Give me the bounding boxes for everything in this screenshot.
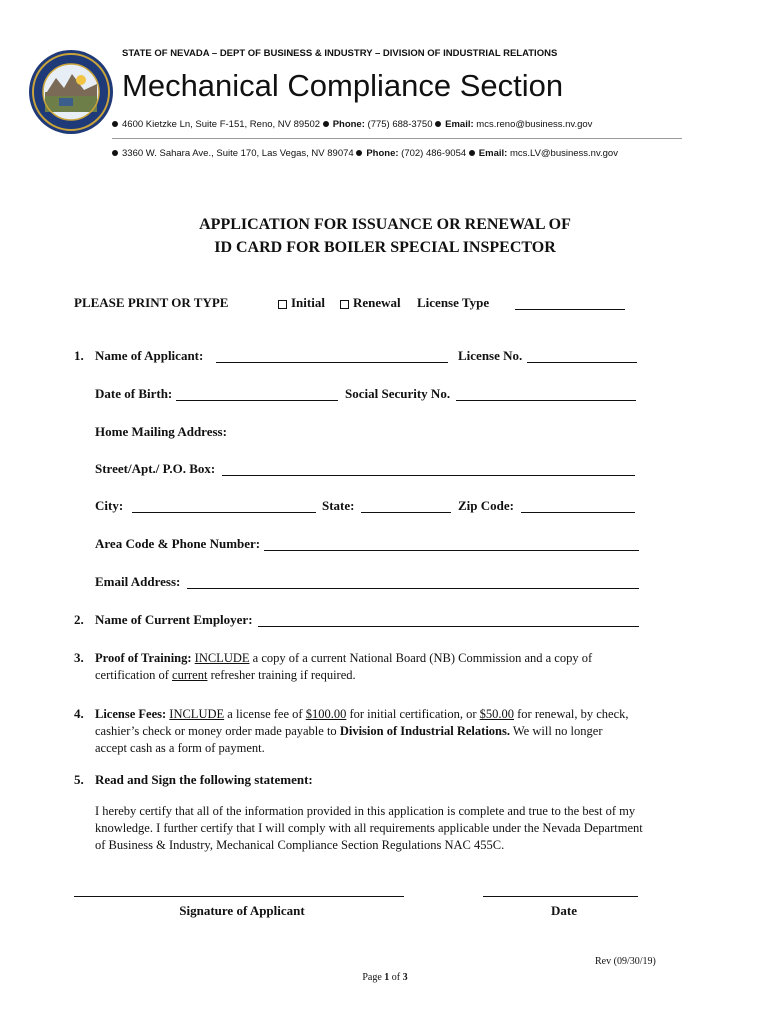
item-4-number: 4.	[74, 706, 84, 721]
initial-option[interactable]	[278, 295, 325, 311]
name-field[interactable]	[216, 350, 448, 363]
lv-email[interactable]: mcs.LV@business.nv.gov	[509, 148, 618, 159]
license-no-field[interactable]	[527, 350, 637, 363]
signature-label: Signature of Applicant	[179, 903, 305, 918]
state-field[interactable]	[361, 500, 451, 513]
statement-label: Read and Sign the following statement:	[95, 772, 313, 787]
zip-label: Zip Code:	[458, 498, 514, 513]
lv-email-label: Email:	[478, 148, 508, 159]
lv-phone-label: Phone:	[366, 148, 399, 159]
reno-phone-label: Phone:	[332, 119, 365, 130]
lv-address: 3360 W. Sahara Ave., Suite 170, Las Vegas, NV 89074	[122, 148, 354, 159]
fees-text-1a: a license fee of	[224, 707, 306, 721]
training-text-1: a copy of a current National Board (NB) Commission and a copy of	[249, 651, 593, 665]
street-label: Street/Apt./ P.O. Box:	[95, 461, 216, 476]
bullet-icon	[112, 121, 118, 127]
fees-label: License Fees:	[95, 707, 167, 721]
page-number	[0, 972, 770, 983]
page-total: 3	[402, 972, 408, 983]
employer-field[interactable]	[258, 614, 639, 627]
training-include: INCLUDE	[194, 651, 250, 665]
lv-phone: (702) 486-9054	[401, 148, 467, 159]
checkbox-icon[interactable]	[278, 300, 287, 309]
statement-line-2: knowledge. I further certify that I will comply with all requirements applicable under the Nevada Department	[95, 821, 643, 835]
bullet-icon	[323, 121, 329, 127]
fees-text-3: accept cash as a form of payment.	[95, 741, 265, 755]
signature-field[interactable]	[74, 888, 404, 897]
fee-renewal: $50.00	[479, 707, 514, 721]
fees-text-2a: cashier’s check or money order made payable to	[95, 724, 340, 738]
dob-field[interactable]	[176, 388, 338, 401]
bullet-icon	[469, 150, 475, 156]
reno-phone: (775) 688-3750	[367, 119, 433, 130]
phone-field[interactable]	[264, 538, 639, 551]
fees-text-2b: We will no longer	[509, 724, 603, 738]
initial-label: Initial	[291, 295, 325, 310]
statement-line-1: I hereby certify that all of the information provided in this application is complete and true to the best of my	[95, 804, 636, 818]
header-divider	[112, 138, 682, 139]
reno-email-label: Email:	[445, 119, 474, 130]
license-no-label: License No.	[458, 348, 523, 363]
training-label: Proof of Training:	[95, 651, 192, 665]
city-field[interactable]	[132, 500, 316, 513]
zip-field[interactable]	[521, 500, 635, 513]
certification-statement	[95, 803, 643, 854]
statement-line-3: of Business & Industry, Mechanical Compliance Section Regulations NAC 455C.	[95, 838, 505, 852]
training-paragraph	[95, 650, 592, 684]
form-title-line1: APPLICATION FOR ISSUANCE OR RENEWAL OF	[199, 216, 571, 233]
training-text-2b: refresher training if required.	[207, 668, 356, 682]
fee-initial: $100.00	[305, 707, 347, 721]
employer-label: Name of Current Employer:	[95, 612, 253, 627]
date-label: Date	[551, 903, 577, 918]
item-2-number: 2.	[74, 612, 84, 627]
home-address-label: Home Mailing Address:	[95, 424, 227, 439]
state-label: State:	[322, 498, 355, 513]
page-current: 1	[384, 972, 390, 983]
checkbox-icon[interactable]	[340, 300, 349, 309]
license-type-label: License Type	[417, 295, 490, 310]
fees-include: INCLUDE	[169, 707, 225, 721]
department-heading: STATE OF NEVADA – DEPT OF BUSINESS & INDUSTRY – DIVISION OF INDUSTRIAL RELATIONS	[122, 48, 558, 59]
reno-address: 4600 Kietzke Ln, Suite F-151, Reno, NV 89502	[122, 119, 321, 130]
fees-text-1b: for initial certification, or	[346, 707, 480, 721]
city-label: City:	[95, 498, 124, 513]
training-text-2a: certification of	[95, 668, 173, 682]
date-field[interactable]	[483, 888, 638, 897]
print-instruction: PLEASE PRINT OR TYPE	[74, 295, 229, 310]
email-label: Email Address:	[95, 574, 181, 589]
revision-date: Rev (09/30/19)	[595, 956, 656, 967]
bullet-icon	[112, 150, 118, 156]
reno-office-line	[112, 119, 592, 130]
name-label: Name of Applicant:	[95, 348, 204, 363]
reno-email[interactable]: mcs.reno@business.nv.gov	[476, 119, 593, 130]
fees-payee: Division of Industrial Relations.	[339, 724, 510, 738]
street-field[interactable]	[222, 463, 635, 476]
fees-text-1c: for renewal, by check,	[514, 707, 629, 721]
section-title: Mechanical Compliance Section	[122, 68, 564, 103]
item-3-number: 3.	[74, 650, 84, 665]
item-1-number: 1.	[74, 348, 84, 363]
las-vegas-office-line	[112, 148, 618, 159]
ssn-field[interactable]	[456, 388, 636, 401]
training-current: current	[172, 668, 208, 682]
form-title-line2: ID CARD FOR BOILER SPECIAL INSPECTOR	[214, 239, 556, 256]
dob-label: Date of Birth:	[95, 386, 173, 401]
email-field[interactable]	[187, 576, 639, 589]
nevada-state-seal	[26, 40, 116, 144]
renewal-label: Renewal	[353, 295, 401, 310]
fees-paragraph	[95, 706, 629, 757]
item-5-number: 5.	[74, 772, 84, 787]
renewal-option[interactable]	[340, 295, 401, 311]
page-mid: of	[389, 972, 403, 983]
license-type-field[interactable]	[515, 297, 625, 310]
bullet-icon	[356, 150, 362, 156]
bullet-icon	[435, 121, 441, 127]
phone-label: Area Code & Phone Number:	[95, 536, 261, 551]
ssn-label: Social Security No.	[345, 386, 451, 401]
page-prefix: Page	[362, 972, 385, 983]
